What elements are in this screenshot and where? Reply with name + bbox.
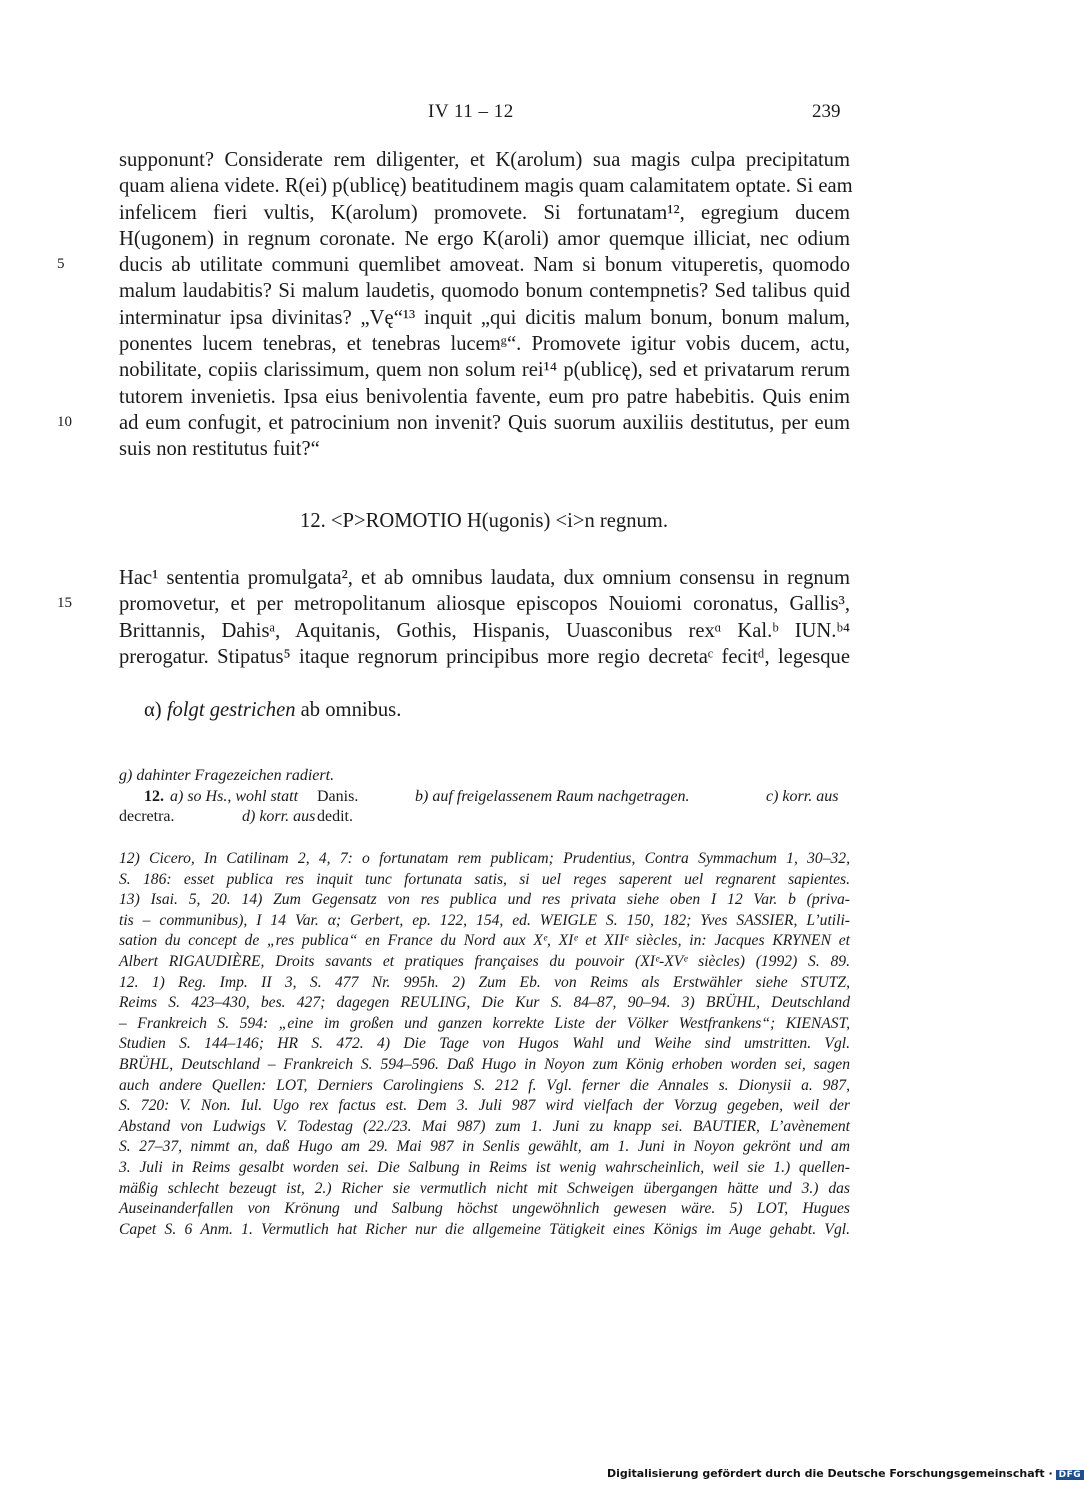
footnotes xyxy=(119,849,850,1240)
line-number: 10 xyxy=(57,414,72,430)
critical-apparatus xyxy=(119,766,850,828)
footnote-line: Albert RIGAUDIÈRE, Droits savants et pratiques françaises du pouvoir (XIᵉ-XVᵉ siècles) (1992) S. 89. xyxy=(119,952,850,970)
text-line: prerogatur. Stipatus⁵ itaque regnorum principibus more regio decretaᶜ fecitᵈ, legesque xyxy=(119,645,850,668)
text-line: Hac¹ sententia promulgata², et ab omnibus laudata, dux omnium consensu in regnum xyxy=(119,567,850,589)
variant-plain: ab omnibus. xyxy=(300,699,402,721)
apparatus-a-word: Danis. xyxy=(317,787,359,805)
chapter-heading xyxy=(0,510,1000,533)
text-line: malum laudabitis? Si malum laudetis, quomodo bonum contempnetis? Sed talibus quid xyxy=(119,280,850,303)
text-line: quam aliena videte. R(ei) p(ublicę) beatitudinem magis quam calamitatem optate. Si eam xyxy=(119,175,853,198)
text-line: infelicem fieri vultis, K(arolum) promovete. Si fortunatam¹², egregium ducem xyxy=(119,201,850,224)
apparatus-d: d) korr. aus xyxy=(242,808,316,825)
apparatus-g: g) dahinter Fragezeichen radiert. xyxy=(119,767,335,784)
footnote-line: 3. Juli in Reims gesalbt worden sei. Die Salbung in Reims ist wenig wahrscheinlich, weil sie 1.) quellen- xyxy=(119,1158,850,1176)
line-number: 5 xyxy=(57,256,65,272)
footnote-line: 12) Cicero, In Catilinam 2, 4, 7: o fortunatam rem publicam; Prudentius, Contra Symmachum 1, 30–32, xyxy=(119,850,850,867)
footnote-line: – Frankreich S. 594: „eine im großen und ganzen korrekte Liste der Völker Westfrankens“; KIENAST, xyxy=(119,1014,850,1032)
footnote-line: Studien S. 144–146; HR S. 472. 4) Die Tage von Hugos Wahl und Weihe sind umstritten. Vgl. xyxy=(119,1035,850,1053)
text-line: interminatur ipsa divinitas? „Vę“¹³ inquit „qui dicitis malum bonum, bonum malum, xyxy=(119,306,850,329)
apparatus-b: b) auf freigelassenem Raum nachgetragen. xyxy=(415,787,690,805)
text-line: ducis ab utilitate communi quemlibet amoveat. Nam si bonum vituperetis, quomodo xyxy=(119,254,850,277)
apparatus-row xyxy=(119,807,850,828)
footnote-line: 13) Isai. 5, 20. 14) Zum Gegensatz von res publica und res privata siehe oben I 12 Var. b (priva- xyxy=(119,891,850,909)
line-number: 15 xyxy=(57,595,72,611)
footnote-line: S. 720: V. Non. Iul. Ugo rex factus est. Dem 3. Juli 987 wird vielfach der Vorzug gegeben, weil der xyxy=(119,1097,850,1115)
text-line: nobilitate, copiis clarissimum, quem non solum rei¹⁴ p(ublicę), sed et privatarum rerum xyxy=(119,359,850,382)
variant-label: α) xyxy=(144,699,162,721)
apparatus-d-word: dedit. xyxy=(317,808,353,825)
text-line: ad eum confugit, et patrocinium non invenit? Quis suorum auxiliis destitutus, per eum xyxy=(119,411,850,434)
apparatus-chapter-number: 12. xyxy=(144,787,164,805)
footnote-line: S. 27–37, nimmt an, daß Hugo am 29. Mai 987 in Senlis gewählt, am 1. Juni in Noyon gekrönt und am xyxy=(119,1138,850,1156)
variant-italic: folgt gestrichen xyxy=(166,699,296,721)
page-number: 239 xyxy=(812,101,841,122)
variant-note xyxy=(144,699,401,722)
footnote-line: Capet S. 6 Anm. 1. Vermutlich hat Richer nur die allgemeine Tätigkeit eines Königs im Auge gehabt. Vgl. xyxy=(119,1220,850,1238)
running-head-title: IV 11 – 12 xyxy=(428,101,514,122)
text-line: promovetur, et per metropolitanum aliosque episcopos Nouiomi coronatus, Gallis³, xyxy=(119,593,850,616)
text-line: Brittannis, Dahisᵃ, Aquitanis, Gothis, Hispanis, Uuasconibus rexᵅ Kal.ᵇ IUN.ᵇ⁴ xyxy=(119,619,850,642)
footnote-line: sation du concept de „res publica“ en France du Nord aux Xᵉ, XIᵉ et XIIᵉ siècles, in: Jacques KRYNEN et xyxy=(119,932,850,950)
text-line: suis non restitutus fuit?“ xyxy=(119,438,320,461)
footnote-line: BRÜHL, Deutschland – Frankreich S. 594–596. Daß Hugo in Noyon zum König erhoben worden sei, sagen xyxy=(119,1055,850,1073)
footnote-line: tis – communibus), I 14 Var. α; Gerbert, ep. 122, 154, ed. WEIGLE S. 150, 182; Yves SASSIER, L’utili- xyxy=(119,911,850,929)
main-text xyxy=(119,147,853,463)
apparatus-c: c) korr. aus xyxy=(766,787,839,805)
footnote-line: 12. 1) Reg. Imp. II 3, S. 477 Nr. 995h. 2) Zum Eb. von Reims als Erstwähler siehe STUTZ, xyxy=(119,973,850,991)
digitization-credit xyxy=(607,1467,1084,1480)
text-line: ponentes lucem tenebras, et tenebras lucemᵍ“. Promovete igitur vobis ducem, actu, xyxy=(119,333,850,356)
text-line: H(ugonem) in regnum coronate. Ne ergo K(aroli) amor quemque illiciat, nec odium xyxy=(119,227,850,250)
apparatus-row xyxy=(119,787,850,808)
footnote-line: auch andere Quellen: LOT, Derniers Carolingiens S. 212 f. Vgl. ferner die Annales s. Dionysii a. 987, xyxy=(119,1076,850,1094)
footnote-line: Abstand von Ludwigs V. Todestag (22./23. Mai 987) zum 1. Juni zu knapp sei. BAUTIER, L’avènement xyxy=(119,1117,850,1135)
dfg-logo: DFG xyxy=(1056,1470,1084,1480)
apparatus-a: a) so Hs., wohl statt xyxy=(170,787,299,805)
chapter-heading-text: 12. <P>ROMOTIO H(ugonis) <i>n regnum. xyxy=(300,510,668,532)
text-line: tutorem invenietis. Ipsa eius benivolentia favente, eum pro patre habebitis. Quis enim xyxy=(119,385,850,408)
footnote-line: S. 186: esset publica res inquit tunc fortunata satis, si uel reges saperent uel regnarent sapientes. xyxy=(119,870,850,888)
text-line: supponunt? Considerate rem diligenter, et K(arolum) sua magis culpa precipitatum xyxy=(119,149,850,171)
footnote-line: Reims S. 423–430, bes. 427; dagegen REULING, Die Kur S. 84–87, 90–94. 3) BRÜHL, Deutschland xyxy=(119,994,850,1012)
credit-text: Digitalisierung gefördert durch die Deutsche Forschungsgemeinschaft · xyxy=(607,1467,1053,1480)
footnote-line: Auseinanderfallen von Krönung und Salbung höchst ungewöhnlich gewesen wäre. 5) LOT, Hugues xyxy=(119,1200,850,1218)
running-head xyxy=(0,101,1000,125)
apparatus-c-word: decretra. xyxy=(119,808,175,825)
chapter-text xyxy=(119,565,850,670)
footnote-line: mäßig schlecht bezeugt ist, 2.) Richer sie vermutlich nicht mit Schweigen übergangen hätte und 3.) das xyxy=(119,1179,850,1197)
